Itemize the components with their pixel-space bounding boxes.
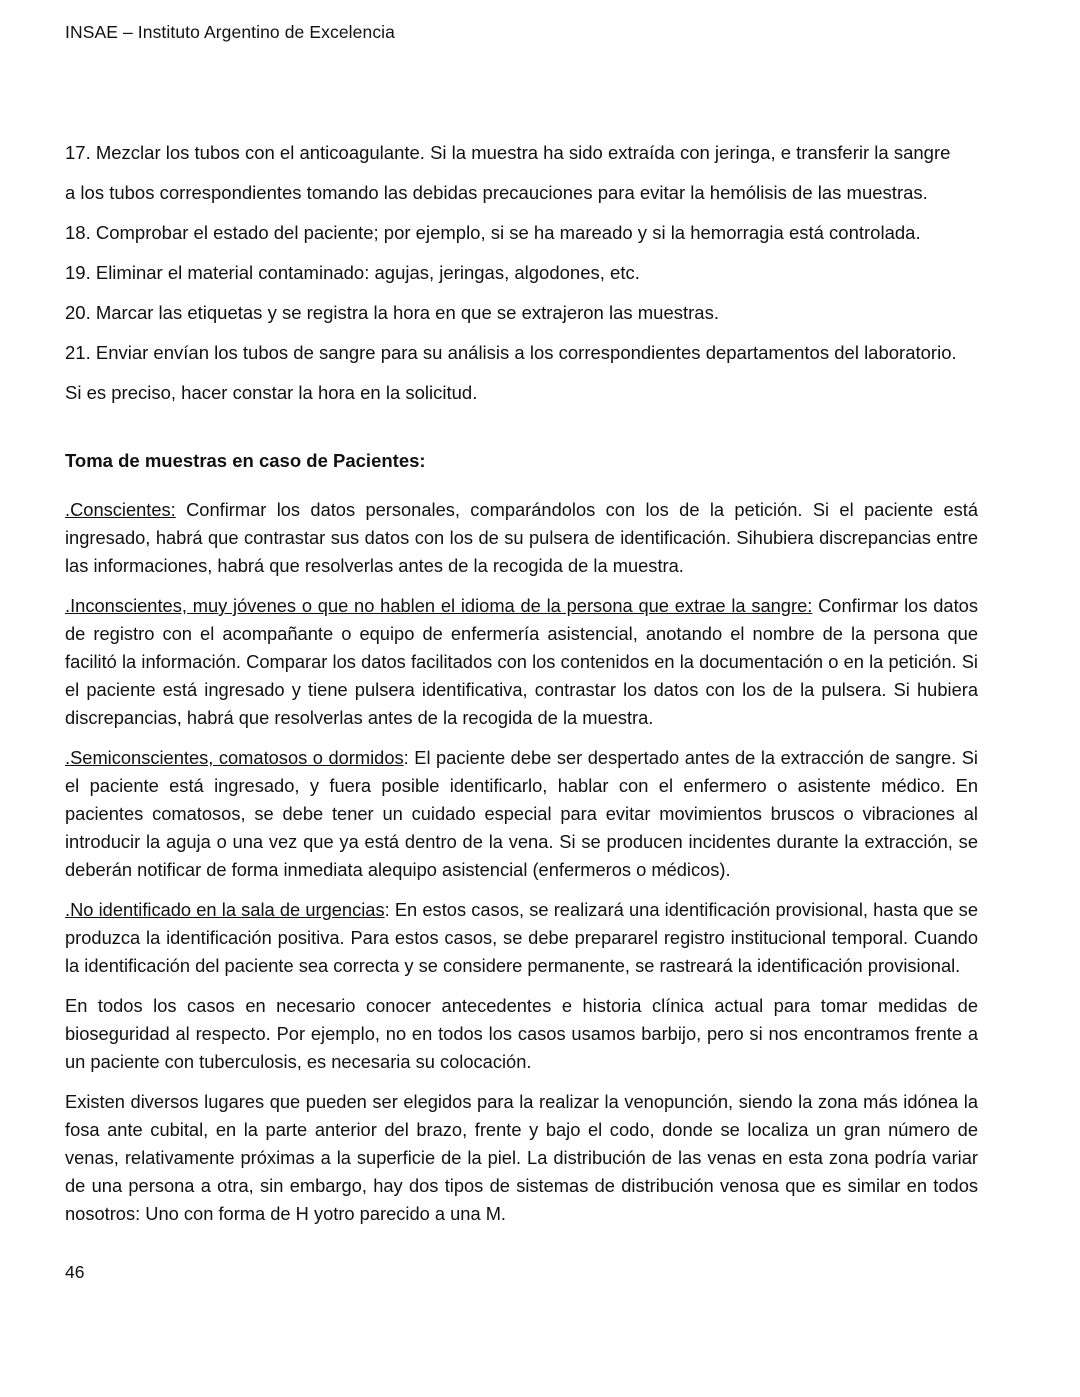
- step-line: 21. Enviar envían los tubos de sangre para su análisis a los correspondientes departamentos del laboratorio.: [65, 342, 957, 363]
- step-line: a los tubos correspondientes tomando las debidas precauciones para evitar la hemólisis de las muestras.: [65, 182, 928, 203]
- page-number: 46: [65, 1262, 85, 1282]
- step-item: [65, 133, 995, 213]
- paragraph-lead: .Conscientes:: [65, 499, 176, 520]
- page-header: INSAE – Instituto Argentino de Excelencia: [65, 22, 395, 42]
- step-item: [65, 293, 995, 333]
- paragraph-text: : En estos casos, se realizará una identificación provisional, hasta que se produzca la identificación positiva. Para estos casos, se debe prepararel registro institucional temporal. Cuando la identificación del paciente sea correcta y se considere permanente, se rastreará la identificación provisional.: [65, 899, 978, 976]
- paragraph-no-identificado: [65, 896, 978, 980]
- paragraph-lead: .Inconscientes, muy jóvenes o que no hablen el idioma de la persona que extrae la sangre:: [65, 595, 813, 616]
- step-line: 17. Mezclar los tubos con el anticoagulante. Si la muestra ha sido extraída con jeringa, e transferir la sangre: [65, 142, 951, 163]
- paragraph-text: Confirmar los datos personales, comparándolos con los de la petición. Si el paciente está ingresado, habrá que contrastar sus datos con los de su pulsera de identificación. Sihubiera discrepancias entre las informaciones, habrá que resolverlas antes de la recogida de la muestra.: [65, 499, 978, 576]
- paragraph-text: En todos los casos en necesario conocer antecedentes e historia clínica actual para tomar medidas de bioseguridad al respecto. Por ejemplo, no en todos los casos usamos barbijo, pero si nos encontramos frente a un paciente con tuberculosis, es necesaria su colocación.: [65, 995, 978, 1072]
- paragraph-inconscientes: [65, 592, 978, 732]
- paragraph-venopuncion: [65, 1088, 978, 1228]
- procedure-steps-list: [65, 133, 995, 413]
- step-item: [65, 253, 995, 293]
- section-body: [65, 496, 978, 1240]
- paragraph-conscientes: [65, 496, 978, 580]
- section-title: Toma de muestras en caso de Pacientes:: [65, 450, 426, 471]
- step-item: [65, 213, 995, 253]
- paragraph-semiconscientes: [65, 744, 978, 884]
- paragraph-lead: .No identificado en la sala de urgencias: [65, 899, 385, 920]
- step-item: [65, 333, 995, 413]
- paragraph-lead: .Semiconscientes, comatosos o dormidos: [65, 747, 404, 768]
- paragraph-antecedentes: [65, 992, 978, 1076]
- step-line: Si es preciso, hacer constar la hora en la solicitud.: [65, 382, 478, 403]
- paragraph-text: Existen diversos lugares que pueden ser elegidos para la realizar la venopunción, siendo la zona más idónea la fosa ante cubital, en la parte anterior del brazo, frente y bajo el codo, donde se localiza un gran número de venas, relativamente próximas a la superficie de la piel. La distribución de las venas en esta zona podría variar de una persona a otra, sin embargo, hay dos tipos de sistemas de distribución venosa que es similar en todos nosotros: Uno con forma de H yotro parecido a una M.: [65, 1091, 978, 1224]
- paragraph-text: Confirmar los datos de registro con el acompañante o equipo de enfermería asistencial, anotando el nombre de la persona que facilitó la información. Comparar los datos facilitados con los contenidos en la documentación o en la petición. Si el paciente está ingresado y tiene pulsera identificativa, contrastar los datos con los de la pulsera. Si hubiera discrepancias, habrá que resolverlas antes de la recogida de la muestra.: [65, 595, 978, 728]
- step-line: 20. Marcar las etiquetas y se registra la hora en que se extrajeron las muestras.: [65, 302, 719, 323]
- step-line: 19. Eliminar el material contaminado: agujas, jeringas, algodones, etc.: [65, 262, 640, 283]
- step-line: 18. Comprobar el estado del paciente; por ejemplo, si se ha mareado y si la hemorragia está controlada.: [65, 222, 921, 243]
- paragraph-text: : El paciente debe ser despertado antes de la extracción de sangre. Si el paciente está ingresado, y fuera posible identificarlo, hablar con el enfermero o asistente médico. En pacientes comatosos, se debe tener un cuidado especial para evitar movimientos bruscos o vibraciones al introducir la aguja o una vez que ya está dentro de la vena. Si se producen incidentes durante la extracción, se deberán notificar de forma inmediata alequipo asistencial (enfermeros o médicos).: [65, 747, 978, 880]
